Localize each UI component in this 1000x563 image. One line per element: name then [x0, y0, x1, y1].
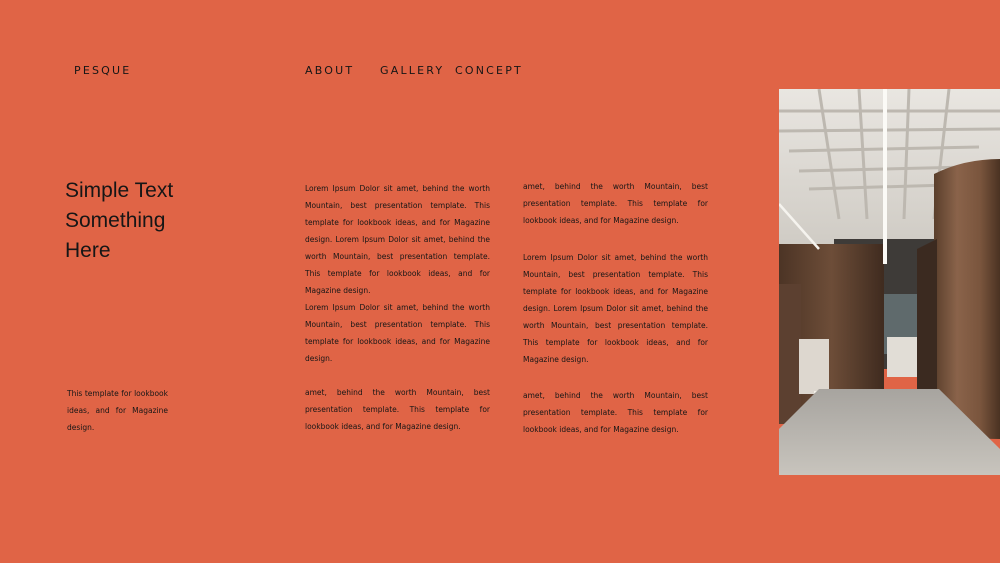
nav-item-gallery[interactable]: GALLERY	[380, 64, 445, 77]
headline-line: Here	[65, 239, 111, 262]
column1-paragraph-2: Lorem Ipsum Dolor sit amet, behind the worth Mountain, best presentation template. This template for lookbook ideas, and for Magazine design.	[305, 303, 490, 363]
nav-item-about[interactable]: ABOUT	[305, 64, 355, 77]
column1-paragraph-1: Lorem Ipsum Dolor sit amet, behind the worth Mountain, best presentation template. This template for lookbook ideas, and for Magazine design. Lorem Ipsum Dolor sit amet, behind the worth Mountain, best presentation template. This template for lookbook ideas, and for Magazine design.	[305, 184, 490, 295]
logo[interactable]: PESQUE	[74, 64, 132, 77]
column2-paragraph-2: Lorem Ipsum Dolor sit amet, behind the worth Mountain, best presentation template. This template for lookbook ideas, and for Magazine design. Lorem Ipsum Dolor sit amet, behind the worth Mountain, best presentation template. This template for lookbook ideas, and for Magazine design.	[523, 253, 708, 364]
interior-photo	[779, 89, 1000, 475]
column1-paragraph	[305, 180, 490, 367]
column1-paragraph-3: amet, behind the worth Mountain, best presentation template. This template for lookbook ideas, and for Magazine design.	[305, 388, 490, 431]
headline-line: Something	[65, 209, 166, 232]
column2-paragraph-1: amet, behind the worth Mountain, best presentation template. This template for lookbook ideas, and for Magazine design.	[523, 182, 708, 225]
column2-paragraph-3: amet, behind the worth Mountain, best presentation template. This template for lookbook ideas, and for Magazine design.	[523, 391, 708, 434]
hero-caption: This template for lookbook ideas, and for Magazine design.	[67, 389, 168, 432]
nav-item-concept[interactable]: CONCEPT	[455, 64, 523, 77]
headline-line: Simple Text	[65, 179, 174, 202]
headline	[65, 176, 245, 266]
